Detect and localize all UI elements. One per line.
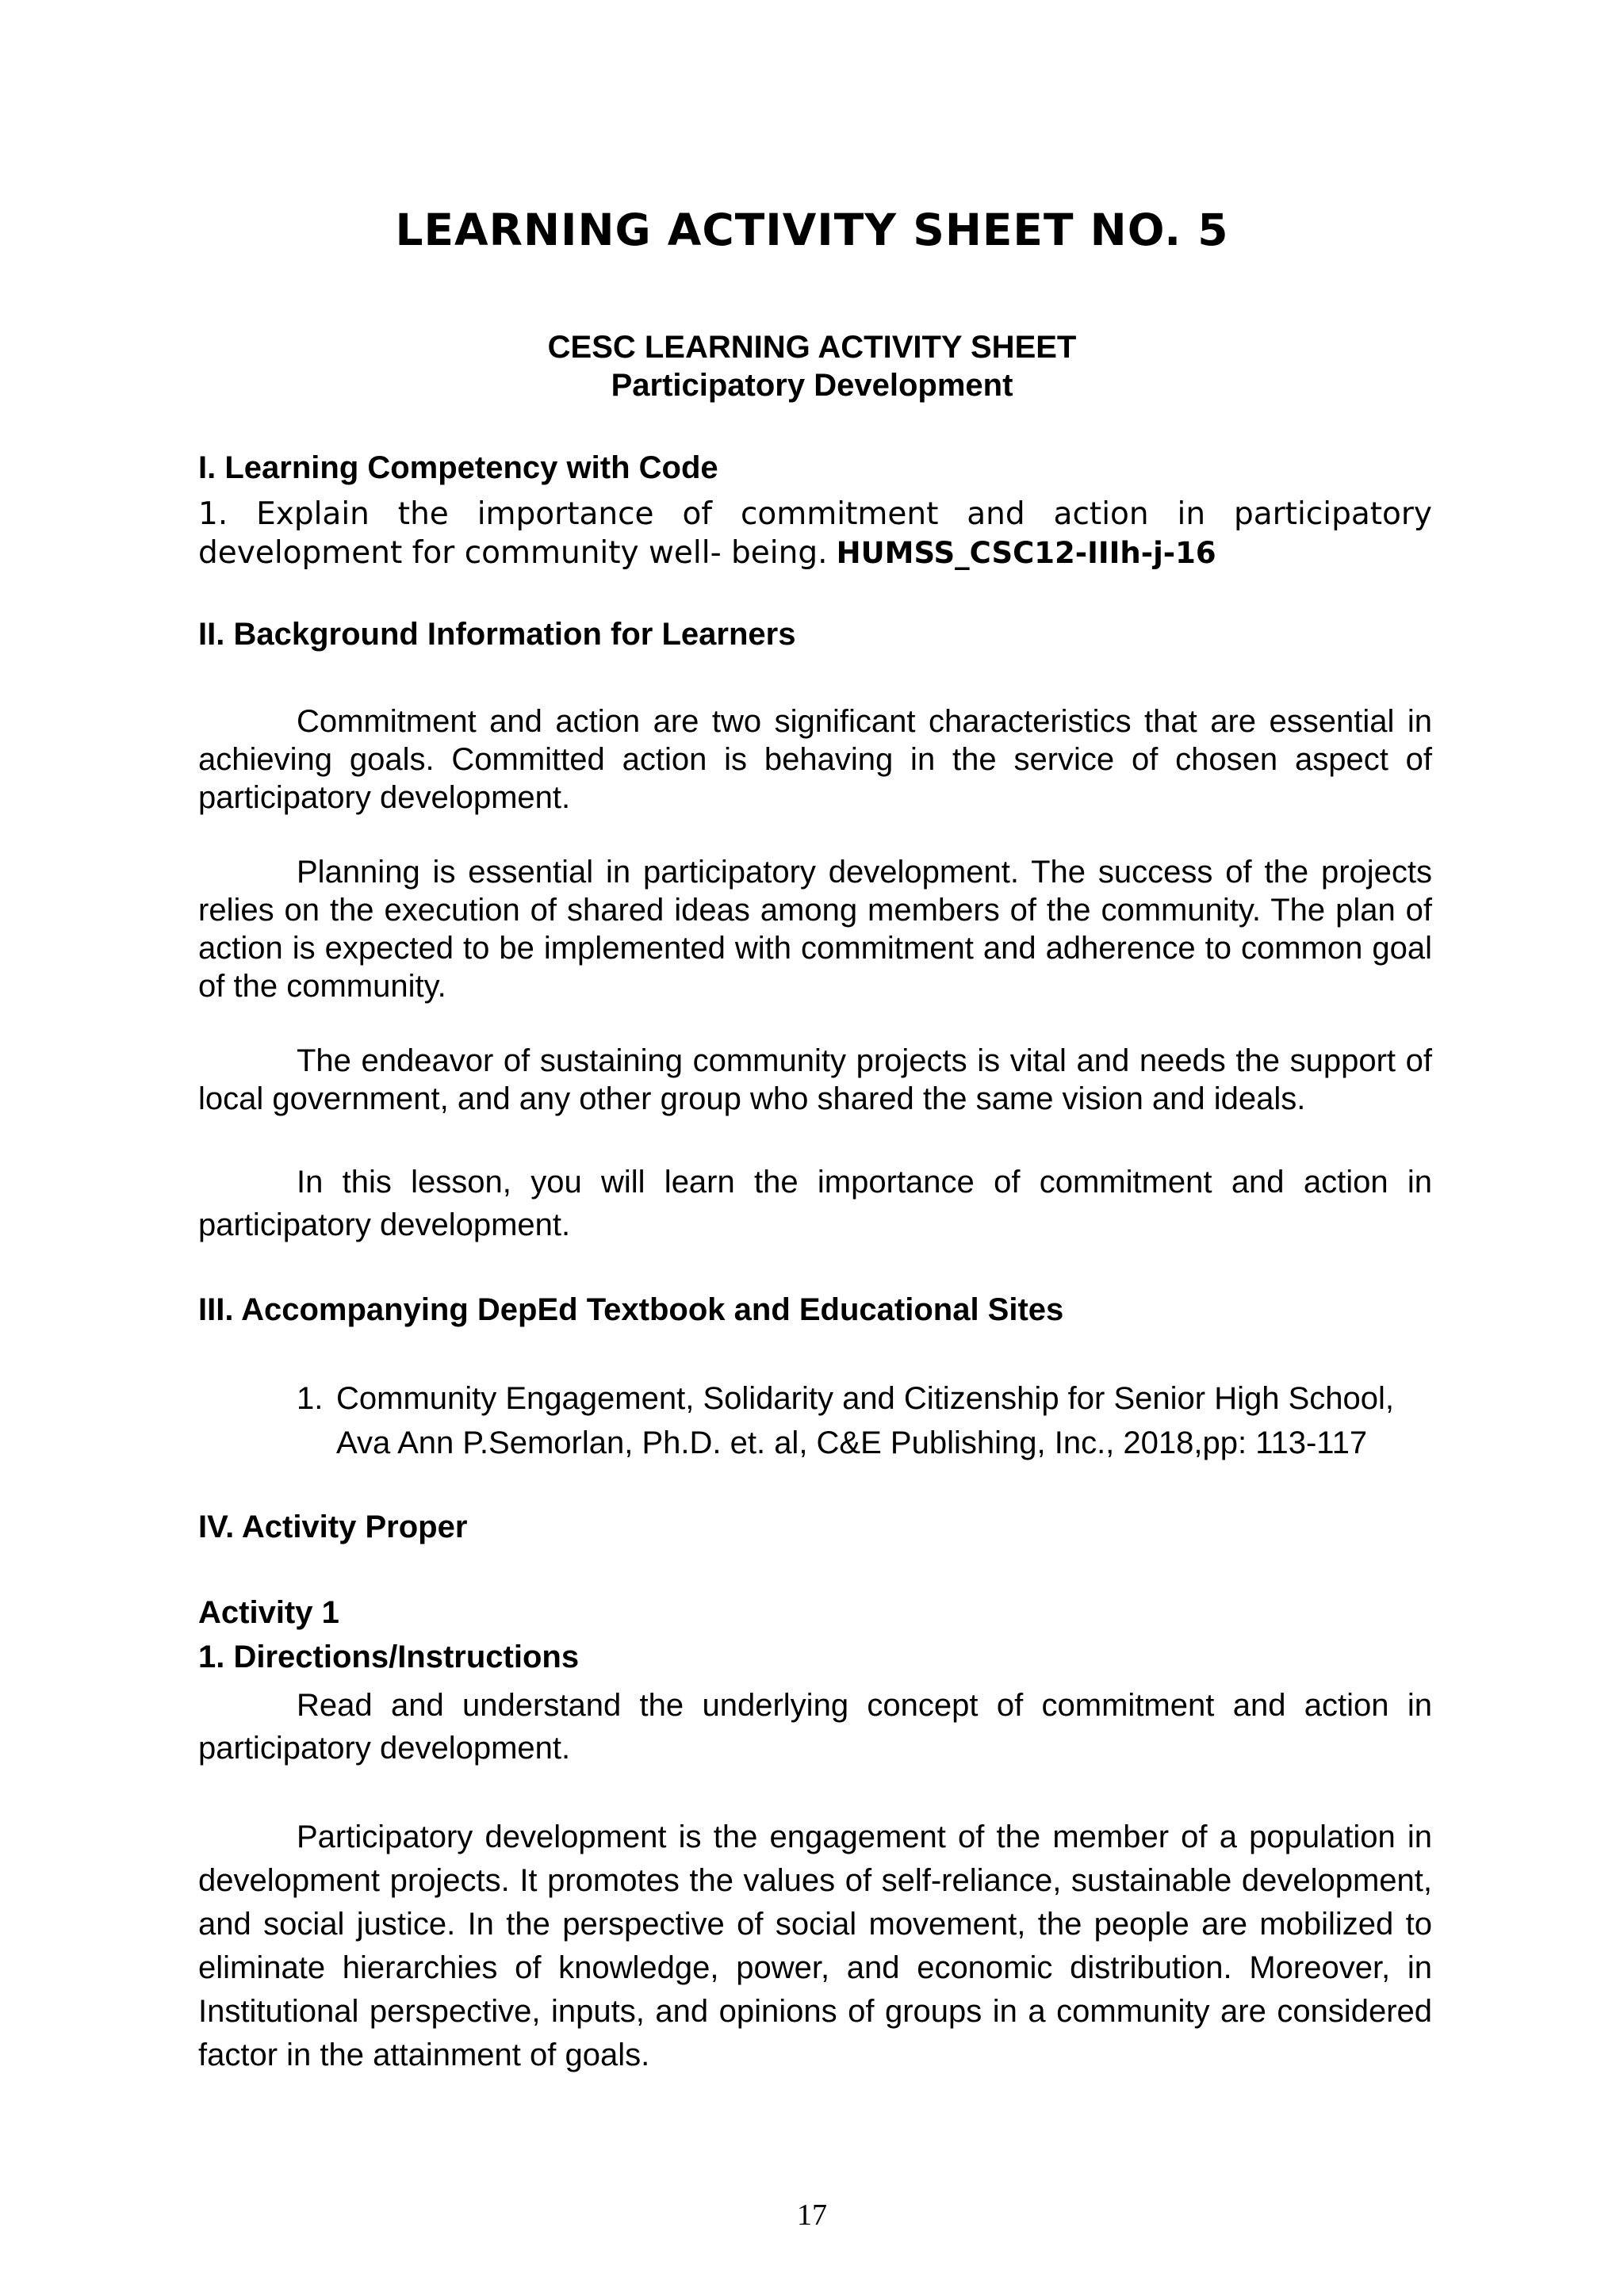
- competency-item: 1. Explain the importance of commitment and action in participatory development for community well- being.: [198, 496, 1432, 571]
- reference-line-2: Ava Ann P.Semorlan, Ph.D. et. al, C&E Publishing, Inc., 2018,pp: 113-117: [336, 1425, 1368, 1460]
- sheet-subtitle: CESC LEARNING ACTIVITY SHEET: [547, 330, 1077, 365]
- directions-text: Read and understand the underlying concept of commitment and action in participatory development.: [198, 1688, 1432, 1766]
- background-paragraph-1: Commitment and action are two significant characteristics that are essential in achieving goals. Committed action is behaving in the service of chosen aspect of participatory development.: [198, 704, 1432, 815]
- competency-code: HUMSS_CSC12-IIIh-j-16: [836, 536, 1216, 570]
- background-paragraph-4: In this lesson, you will learn the importance of commitment and action in participatory development.: [198, 1165, 1432, 1242]
- page-number: 17: [797, 2198, 827, 2232]
- reference-number: 1.: [297, 1381, 324, 1416]
- background-paragraph-2: Planning is essential in participatory development. The success of the projects relies on the execution of shared ideas among members of the community. The plan of action is expected to be implemented with commitment and adherence to common goal of the community.: [198, 855, 1432, 1004]
- section-heading-activity-proper: IV. Activity Proper: [198, 1510, 468, 1544]
- reference-item: [297, 1376, 1438, 1465]
- directions-heading: 1. Directions/Instructions: [198, 1640, 580, 1674]
- competency-text: [198, 495, 1432, 572]
- background-paragraph-3: The endeavor of sustaining community projects is vital and needs the support of local government, and any other group who shared the same vision and ideals.: [198, 1043, 1432, 1116]
- concept-paragraph: Participatory development is the engagement of the member of a population in development projects. It promotes the values of self-reliance, sustainable development, and social justice. In the perspective of social movement, the people are mobilized to eliminate hierarchies of knowledge, power, and economic distribution. Moreover, in Institutional perspective, inputs, and opinions of groups in a community are considered factor in the attainment of goals.: [198, 1820, 1432, 2072]
- section-heading-competency: I. Learning Competency with Code: [198, 450, 718, 485]
- section-heading-background: II. Background Information for Learners: [198, 617, 796, 652]
- reference-title: Community Engagement, Solidarity and Citizenship for Senior High School,: [336, 1381, 1395, 1416]
- page-title: LEARNING ACTIVITY SHEET NO. 5: [395, 205, 1229, 255]
- section-heading-textbook: III. Accompanying DepEd Textbook and Educational Sites: [198, 1292, 1064, 1327]
- activity-label: Activity 1: [198, 1595, 339, 1630]
- topic-title: Participatory Development: [611, 368, 1013, 403]
- reference-line-1: [297, 1376, 1438, 1421]
